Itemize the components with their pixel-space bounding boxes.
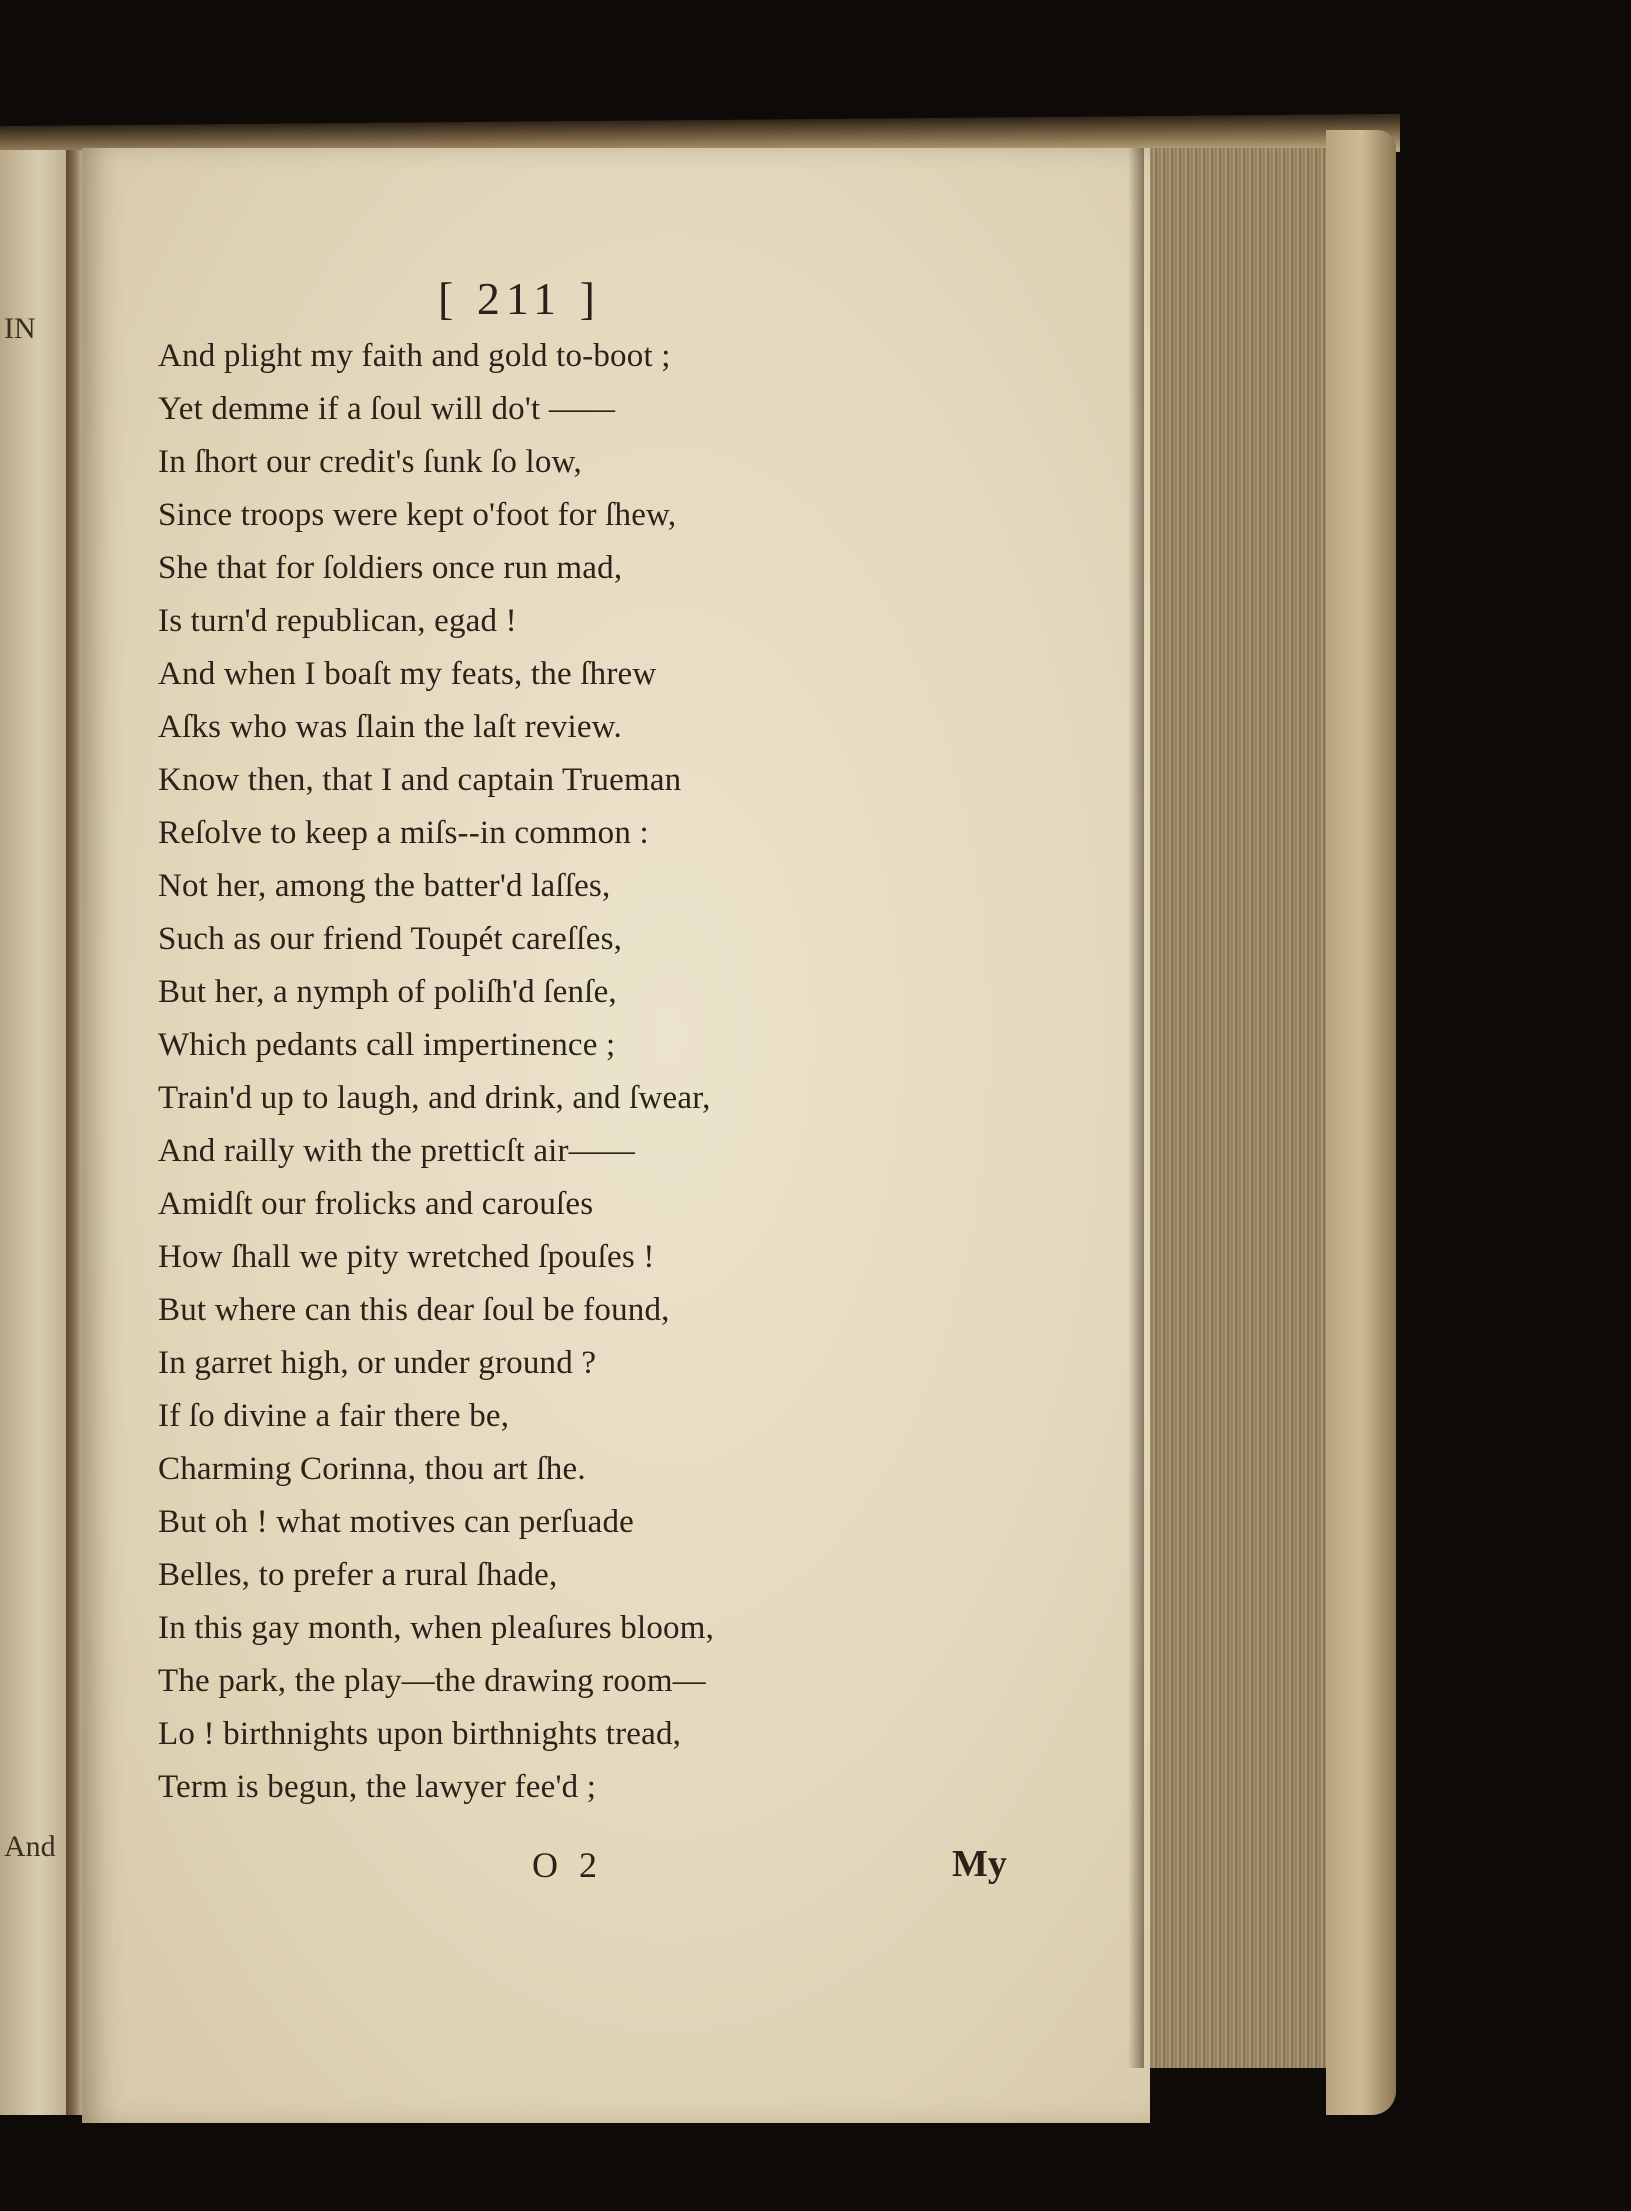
verse-line: In this gay month, when pleaſures bloom, [158,1610,715,1646]
page-fore-edges [1132,148,1336,2068]
left-page-fragment-bottom: And [4,1830,56,1863]
verse-line: In garret high, or under ground ? [158,1345,597,1381]
verse-line: Charming Corinna, thou art ſhe. [158,1451,586,1487]
verse-line: Term is begun, the lawyer fee'd ; [158,1769,597,1805]
verse-line: But oh ! what motives can perſuade [158,1504,635,1540]
verse-line: The park, the play—the drawing room— [158,1663,706,1699]
verse-line: Lo ! birthnights upon birthnights tread, [158,1716,682,1752]
verse-line: Aſks who was ſlain the laſt review. [158,709,623,745]
verse-line: Know then, that I and captain Trueman [158,762,682,798]
catchword: My [952,1843,1007,1885]
verse-line: In ſhort our credit's ſunk ſo low, [158,444,582,480]
verse-line: And plight my faith and gold to-boot ; [158,338,671,374]
verse-line: Not her, among the batter'd laſſes, [158,868,611,904]
verse-line: But where can this dear ſoul be found, [158,1292,670,1328]
verse-line: And railly with the pretticſt air—— [158,1133,636,1169]
page-edge-shadow [1128,148,1144,2068]
signature-mark: O 2 [532,1845,603,1885]
verse-line: Belles, to prefer a rural ſhade, [158,1557,558,1593]
verse-line: And when I boaſt my feats, the ſhrew [158,656,657,692]
verse-line: If ſo divine a fair there be, [158,1398,510,1434]
verse-line: She that for ſoldiers once run mad, [158,550,623,586]
verse-line: Which pedants call impertinence ; [158,1027,616,1063]
book-cover-edge [1326,130,1396,2115]
verse-text [158,330,714,1814]
verse-line: Amidſt our frolicks and carouſes [158,1186,594,1222]
left-page-fragment-top: IN [4,312,36,345]
verse-line: Train'd up to laugh, and drink, and ſwear, [158,1080,711,1116]
verse-line: How ſhall we pity wretched ſpouſes ! [158,1239,655,1275]
verse-line: Such as our friend Toupét careſſes, [158,921,623,957]
left-page-sliver [0,150,69,2115]
verse-line: Since troops were kept o'foot for ſhew, [158,497,677,533]
page-number-header: [ 211 ] [438,273,601,324]
verse-line: Reſolve to keep a miſs--in common : [158,815,649,851]
verse-line: Yet demme if a ſoul will do't —— [158,391,616,427]
verse-line: But her, a nymph of poliſh'd ſenſe, [158,974,617,1010]
verse-line: Is turn'd republican, egad ! [158,603,517,639]
